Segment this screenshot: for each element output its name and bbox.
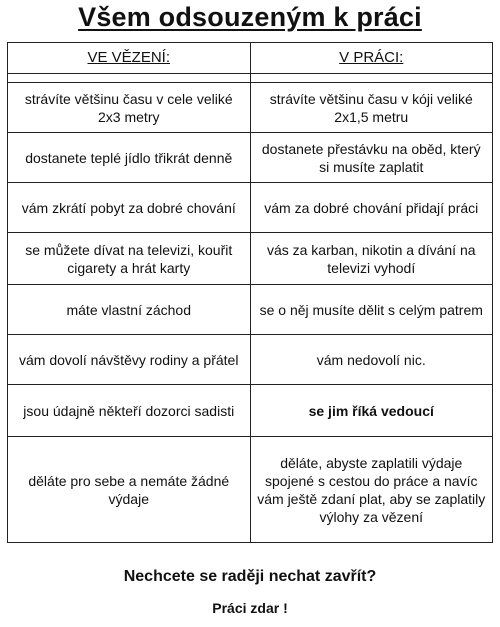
prison-cell: se můžete dívat na televizi, kouřit cigarety a hrát karty <box>8 233 251 285</box>
spacer-cell <box>250 74 493 83</box>
header-spacer-row <box>8 74 493 83</box>
prison-cell: strávíte většinu času v cele veliké 2x3 metry <box>8 83 251 133</box>
table-row <box>8 133 493 183</box>
table-row <box>8 385 493 437</box>
prison-cell: děláte pro sebe a nemáte žádné výdaje <box>8 437 251 543</box>
page-title: Všem odsouzeným k práci <box>78 2 422 32</box>
closing-signoff: Práci zdar ! <box>212 600 288 616</box>
work-cell: děláte, abyste zaplatili výdaje spojené s cestou do práce a navíc vám ještě zdaní plat, aby se zaplatily výlohy za vězení <box>250 437 493 543</box>
table-row <box>8 285 493 335</box>
closing-question: Nechcete se raději nechat zavřít? <box>123 568 377 585</box>
table-row <box>8 83 493 133</box>
work-cell: vás za karban, nikotin a dívání na televizi vyhodí <box>250 233 493 285</box>
work-cell: vám nedovolí nic. <box>250 335 493 385</box>
spacer-cell <box>8 74 251 83</box>
table-row <box>8 183 493 233</box>
comparison-table <box>7 42 493 543</box>
work-cell: se o něj musíte dělit s celým patrem <box>250 285 493 335</box>
table-row <box>8 335 493 385</box>
prison-cell: jsou údajně někteří dozorci sadisti <box>8 385 251 437</box>
prison-cell: máte vlastní záchod <box>8 285 251 335</box>
work-cell: dostanete přestávku na oběd, který si musíte zaplatit <box>250 133 493 183</box>
header-work: V PRÁCI: <box>250 43 493 74</box>
table-row <box>8 233 493 285</box>
prison-cell: vám zkrátí pobyt za dobré chování <box>8 183 251 233</box>
prison-cell: vám dovolí návštěvy rodiny a přátel <box>8 335 251 385</box>
table-row <box>8 437 493 543</box>
work-cell: vám za dobré chování přidají práci <box>250 183 493 233</box>
header-prison: VE VĚZENÍ: <box>8 43 251 74</box>
work-cell-bold: se jim říká vedoucí <box>250 385 493 437</box>
table-header-row <box>8 43 493 74</box>
work-cell: strávíte většinu času v kóji veliké 2x1,5 metru <box>250 83 493 133</box>
prison-cell: dostanete teplé jídlo třikrát denně <box>8 133 251 183</box>
